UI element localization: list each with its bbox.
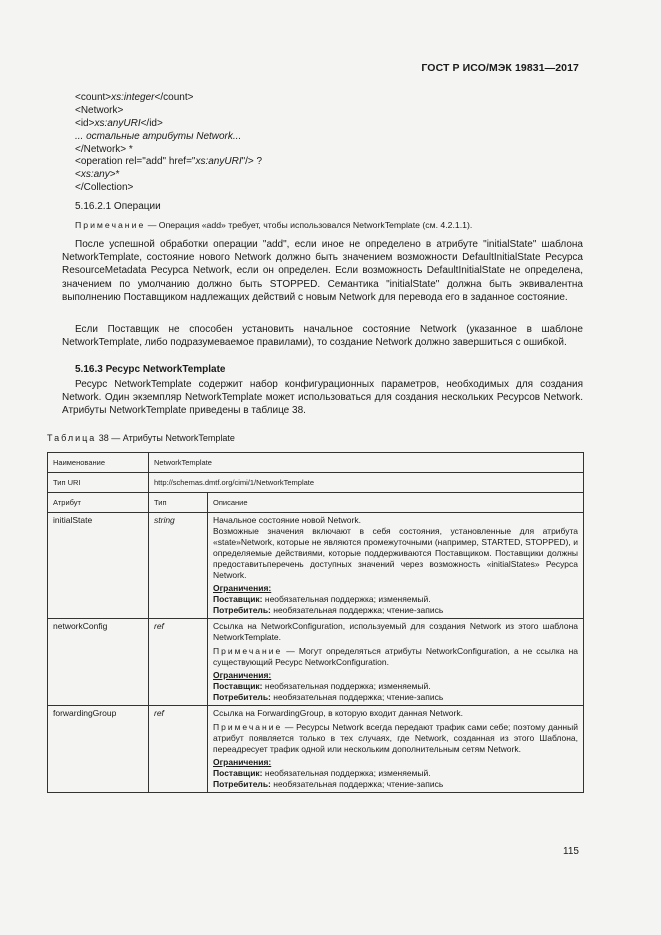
paragraph: Если Поставщик не способен установить начальное состояние Network (указанное в шаблоне NetworkTemplate, либо подразумеваемое правилами), то создание Network должно завершиться с ошибкой.	[62, 324, 583, 349]
uri-value: http://schemas.dmtf.org/cimi/1/NetworkTemplate	[149, 473, 584, 493]
code-line: <count>xs:integer</count>	[75, 92, 194, 103]
section-heading: 5.16.3 Ресурс NetworkTemplate	[75, 364, 226, 375]
page-number: 115	[563, 846, 579, 857]
code-line: ... остальные атрибуты Network...	[75, 130, 242, 142]
table-row	[48, 706, 584, 793]
uri-label: Тип URI	[48, 473, 149, 493]
body-text	[62, 323, 583, 349]
name-label: Наименование	[48, 453, 149, 473]
body-text	[62, 378, 583, 418]
attributes-table	[47, 452, 584, 793]
type-cell: ref	[149, 706, 208, 793]
code-line: </Network> *	[75, 143, 133, 155]
code-listing	[75, 92, 262, 195]
description-cell: Ссылка на ForwardingGroup, в которую входит данная Network. Примечание — Ресурсы Network всегда передают трафик сами себе; поэтому данный атрибут появляется только в тех случаях, где Network, созданная из этого Шаблона, переадресует трафик одной или нескольким дополнительным сетям Network. Ограничения: Поставщик: необязательная поддержка; изменяемый. Потребитель: необязательная поддержка; чтение-запись	[208, 706, 584, 793]
table-row	[48, 453, 584, 473]
table-row	[48, 619, 584, 706]
column-header: Тип	[149, 493, 208, 513]
table-row	[48, 473, 584, 493]
code-line: <operation rel="add" href="xs:anyURI"/> ?	[75, 156, 263, 168]
table-header-row	[48, 493, 584, 513]
description-cell: Ссылка на NetworkConfiguration, используемый для создания Network из этого шаблона NetworkTemplate. Примечание — Могут определяться атрибуты NetworkConfiguration, а не ссылка на существующий Ресурс NetworkConfiguration. Ограничения: Поставщик: необязательная поддержка; изменяемый. Потребитель: необязательная поддержка; чтение-запись	[208, 619, 584, 706]
name-value: NetworkTemplate	[149, 453, 584, 473]
note: Примечание — Операция «add» требует, чтобы использовался NetworkTemplate (см. 4.2.1.1).	[75, 220, 473, 230]
attribute-cell: initialState	[48, 513, 149, 619]
code-line: <Network>	[75, 104, 124, 116]
attribute-cell: networkConfig	[48, 619, 149, 706]
code-line: </Collection>	[75, 182, 134, 194]
paragraph: Ресурс NetworkTemplate содержит набор конфигурационных параметров, необходимых для создания Network. Один экземпляр NetworkTemplate может использоваться для создания нескольких Ресурсов Network. Атрибуты NetworkTemplate приведены в таблице 38.	[62, 379, 583, 417]
type-cell: string	[149, 513, 208, 619]
body-text	[62, 238, 583, 304]
code-line: <id>xs:anyURI</id>	[75, 117, 163, 129]
paragraph: После успешной обработки операции "add", если иное не определено в атрибуте "initialState" шаблона NetworkTemplate, состояние нового Network должно быть значением возможности DefaultInitialState Ресурса ResourceMetadata Ресурса Network, если он определен. Если возможность DefaultInitialState не определена, значением по умолчанию должно быть STOPPED. Семантика "initialState" должна быть эквивалентна выполнению Поставщиком надлежащих действий с новым Network для перевода его в заданное состояние.	[62, 239, 583, 303]
type-cell: ref	[149, 619, 208, 706]
description-cell: Начальное состояние новой Network. Возможные значения включают в себя состояния, установленные для атрибута «state»Network, которые не являются промежуточными (например, STARTED, STOPPED), и определяемые действиями, которые поддерживаются Поставщиком. Поставщики должны предоставитьперечень доступных значений через возможность «initialStates» Ресурса Network. Ограничения: Поставщик: необязательная поддержка; изменяемый. Потребитель: необязательная поддержка; чтение-запись	[208, 513, 584, 619]
subsection-title: 5.16.2.1 Операции	[75, 201, 161, 212]
column-header: Атрибут	[48, 493, 149, 513]
table-row	[48, 513, 584, 619]
standard-header: ГОСТ Р ИСО/МЭК 19831—2017	[421, 62, 579, 74]
code-line: <xs:any>*	[75, 169, 120, 181]
attribute-cell: forwardingGroup	[48, 706, 149, 793]
column-header: Описание	[208, 493, 584, 513]
table-caption: Таблица 38 — Атрибуты NetworkTemplate	[47, 433, 235, 443]
